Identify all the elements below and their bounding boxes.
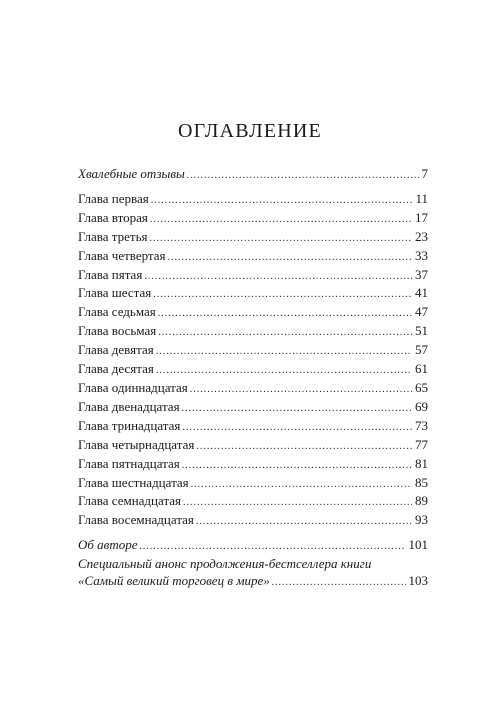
toc-entry-chapter [78,323,428,342]
toc-entry-about [78,537,428,556]
toc-entry-chapter [78,285,428,304]
toc-entry-label: Глава первая [78,190,149,206]
toc-entry-chapter [78,399,428,418]
toc-entry-page: 65 [415,379,428,395]
toc-entry-chapter [78,493,428,512]
chapter-list [78,191,428,531]
dot-leader [272,575,406,592]
toc-entry-label: Глава восемнадцатая [78,512,194,528]
toc-entry-page: 47 [415,304,428,320]
dot-leader [182,458,412,475]
toc-entry-chapter [78,361,428,380]
toc-entry-page: 41 [415,285,428,301]
toc-entry-page: 7 [421,166,428,181]
toc-entry-label: Глава тринадцатая [78,417,181,433]
toc-entry-page: 81 [415,455,428,471]
toc-entry-chapter [78,418,428,437]
dot-leader [183,495,412,512]
toc-entry-page: 69 [415,398,428,414]
dot-leader [156,363,412,380]
toc-entry-label: Глава десятая [78,361,154,377]
toc-entry-label: Глава третья [78,228,148,244]
dot-leader [182,401,412,418]
dot-leader [182,420,412,437]
toc-entry-page: 37 [415,266,428,282]
toc-entry-chapter [78,437,428,456]
dot-leader [187,168,419,185]
dot-leader [158,325,412,342]
dot-leader [150,212,412,229]
toc-entry-page: 73 [415,417,428,433]
toc-entry-special-line1: Специальный анонс продолжения-бестселлера книги [78,556,372,572]
toc-entry-chapter [78,380,428,399]
dot-leader [191,477,412,494]
toc-entry-label: Глава четырнадцатая [78,436,195,452]
toc-entry-label: «Самый великий торговец в мире» [78,573,270,589]
toc-entry-page: 85 [415,474,428,490]
toc-entry-page: 89 [415,493,428,509]
dot-leader [153,287,412,304]
toc-entry-page: 23 [415,228,428,244]
table-of-contents [78,166,428,592]
dot-leader [151,193,413,210]
toc-entry-label: Хвалебные отзывы [78,166,185,181]
toc-entry-chapter [78,304,428,323]
dot-leader [158,306,412,323]
toc-entry-page: 77 [415,436,428,452]
toc-entry-label: Глава пятая [78,266,143,282]
toc-entry-label: Глава одиннадцатая [78,379,188,395]
toc-entry-page: 11 [415,190,428,206]
toc-entry-label: Глава двенадцатая [78,398,180,414]
toc-entry-label: Глава девятая [78,342,154,358]
toc-entry-label: Глава седьмая [78,304,156,320]
toc-entry-label: Глава шестнадцатая [78,474,189,490]
toc-entry-label: Глава вторая [78,209,148,225]
toc-entry-label: Глава четвертая [78,247,166,263]
dot-leader [156,344,412,361]
toc-entry-label: Глава семнадцатая [78,493,182,509]
dot-leader [168,250,412,267]
toc-entry-chapter [78,248,428,267]
toc-title: ОГЛАВЛЕНИЕ [178,120,322,142]
toc-entry-page: 33 [415,247,428,263]
toc-entry-chapter [78,456,428,475]
toc-entry-chapter [78,229,428,248]
dot-leader [196,514,412,531]
toc-entry-chapter [78,475,428,494]
toc-entry-chapter [78,210,428,229]
toc-entry-chapter [78,267,428,286]
toc-entry-page: 61 [415,361,428,377]
toc-entry-chapter [78,191,428,210]
toc-entry-page: 57 [415,342,428,358]
dot-leader [149,231,412,248]
toc-entry-special [78,573,428,592]
dot-leader [190,382,412,399]
dot-leader [144,269,412,286]
toc-entry-chapter [78,342,428,361]
toc-entry-label: Глава пятнадцатая [78,455,180,471]
toc-entry-page: 17 [415,209,428,225]
toc-entry-page: 93 [415,512,428,528]
dot-leader [196,439,412,456]
dot-leader [139,539,405,556]
toc-entry-page: 103 [408,573,428,589]
toc-entry-page: 51 [415,323,428,339]
toc-entry-front [78,166,428,185]
toc-entry-label: Об авторе [78,537,138,553]
toc-entry-chapter [78,512,428,531]
toc-entry-label: Глава восьмая [78,323,157,339]
toc-entry-label: Глава шестая [78,285,152,301]
toc-entry-page: 101 [408,537,428,553]
